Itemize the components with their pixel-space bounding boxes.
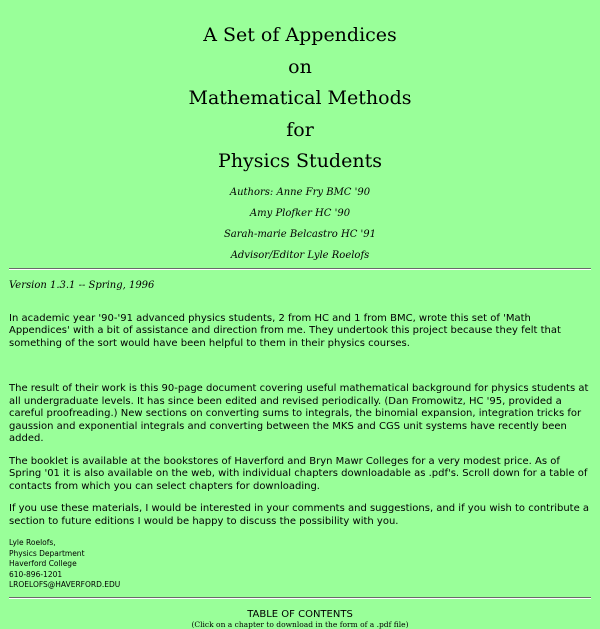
signature-phone: 610-896-1201 (9, 569, 63, 579)
paragraph-intro: In academic year '90-'91 advanced physics students, 2 from HC and 1 from BMC, wrote this set of 'Math Appendices' with a bit of assistance and direction from me. They undertook this project because they felt that something of the sort would have been helpful to them in their physics courses. (9, 312, 561, 349)
advisor: Advisor/Editor Lyle Roelofs (230, 249, 370, 261)
signature-email-link[interactable]: LROELOFS@HAVERFORD.EDU (9, 580, 121, 589)
title-line-2: on (288, 55, 312, 78)
paragraph-feedback: If you use these materials, I would be interested in your comments and suggestions, and if you wish to contribute a section to future editions I would be happy to discuss the possibility with you. (9, 503, 590, 527)
author-2: Amy Plofker HC '90 (249, 207, 351, 219)
divider-bottom (9, 597, 591, 599)
paragraph-result: The result of their work is this 90-page document covering useful mathematical background for physics students at all undergraduate levels. It has since been edited and revised periodically. (Dan Fromowitz, HC '95, provided a careful proofreading.) New sections on converting sums to integrals, the binomial expansion, integration tricks for gaussion and exponential integrals and converting between the MKS and CGS unit systems have recently been added. (9, 383, 589, 444)
toc-subtitle: (Click on a chapter to download in the form of a .pdf file) (191, 619, 409, 629)
title-line-4: for (286, 118, 314, 141)
document-title (9, 20, 591, 178)
author-3: Sarah-marie Belcastro HC '91 (223, 228, 377, 240)
authors-block (9, 182, 591, 266)
toc-heading: TABLE OF CONTENTS (247, 608, 353, 620)
paragraph-availability: The booklet is available at the bookstores of Haverford and Bryn Mawr Colleges for a very modest price. As of Spring '01 it is also available on the web, with individual chapters downloadable as .pdf's. Scroll down for a table of contacts from which you can select chapters for downloading. (9, 455, 588, 492)
title-line-3: Mathematical Methods (188, 87, 412, 109)
page (9, 0, 591, 629)
version-line: Version 1.3.1 -- Spring, 1996 (9, 279, 155, 291)
signature-dept: Physics Department (9, 548, 85, 558)
signature-college: Haverford College (9, 559, 77, 568)
signature-block (9, 538, 591, 591)
author-1: Authors: Anne Fry BMC '90 (229, 186, 371, 198)
divider-top (9, 268, 591, 270)
title-line-5: Physics Students (218, 150, 382, 172)
signature-name: Lyle Roelofs, (9, 538, 56, 547)
title-line-1: A Set of Appendices (203, 24, 397, 46)
